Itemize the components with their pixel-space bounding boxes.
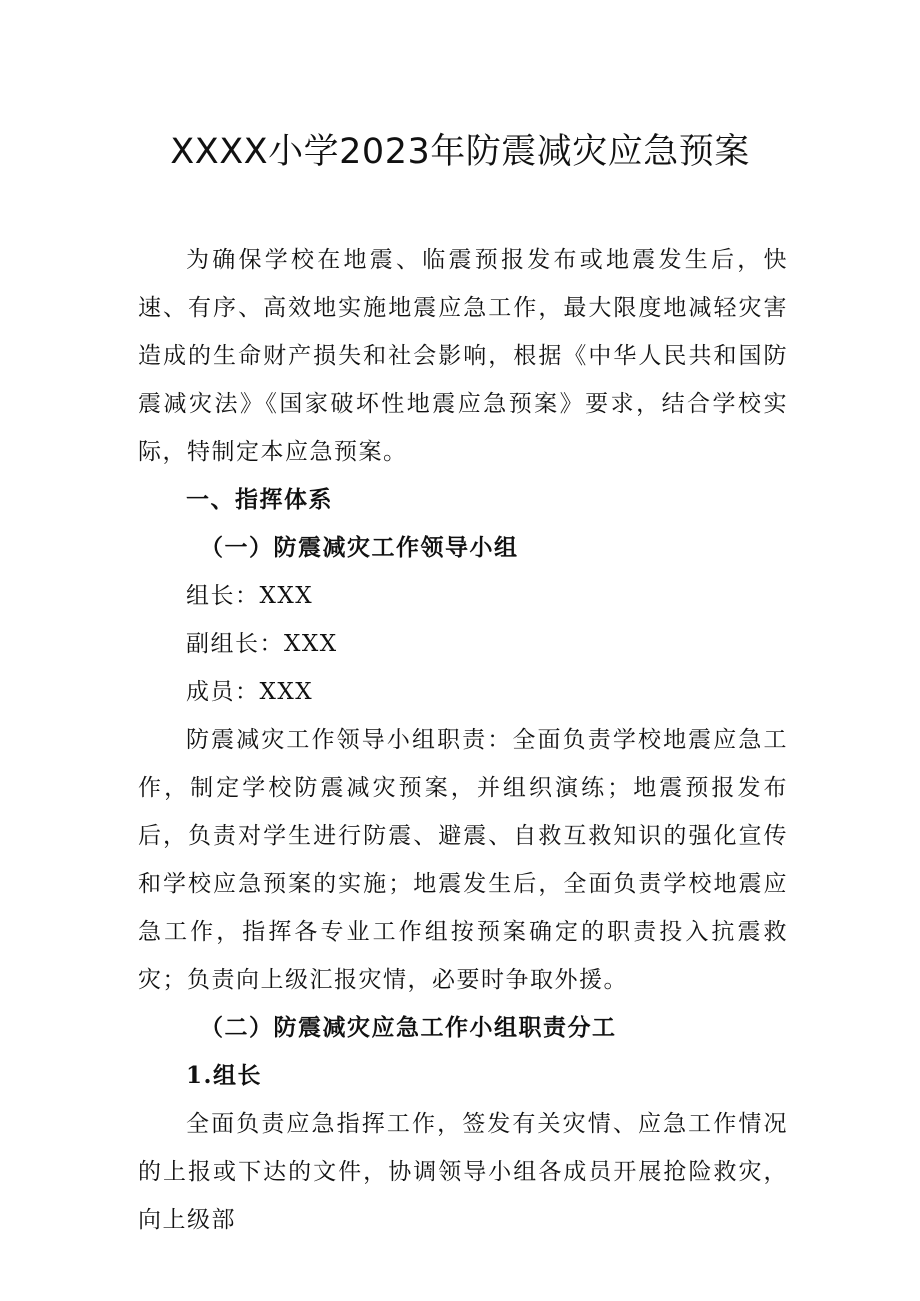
section-heading-command-system: 一、指挥体系: [186, 487, 333, 513]
leader-line: 组长：XXX: [186, 583, 314, 609]
item-heading-leader: 1.组长: [186, 1062, 263, 1089]
subsection-heading-leadership-group: （一）防震减灾工作领导小组: [200, 535, 519, 561]
leader-duties-paragraph: 全面负责应急指挥工作，签发有关灾情、应急工作情况的上报或下达的文件，协调领导小组各成员开展抢险救灾，向上级部: [138, 1111, 788, 1233]
deputy-leader-line: 副组长：XXX: [186, 631, 338, 657]
document-body: [138, 236, 788, 1244]
members-line: 成员：XXX: [186, 679, 314, 705]
intro-paragraph: 为确保学校在地震、临震预报发布或地震发生后，快速、有序、高效地实施地震应急工作，最大限度地减轻灾害造成的生命财产损失和社会影响，根据《中华人民共和国防震减灾法》《国家破坏性地震应急预案》要求，结合学校实际，特制定本应急预案。: [138, 247, 788, 465]
document-title: XXXX小学2023年防震减灾应急预案: [170, 132, 750, 172]
leadership-duties-paragraph: 防震减灾工作领导小组职责：全面负责学校地震应急工作，制定学校防震减灾预案，并组织演练；地震预报发布后，负责对学生进行防震、避震、自救互救知识的强化宣传和学校应急预案的实施；地震发生后，全面负责学校地震应急工作，指挥各专业工作组按预案确定的职责投入抗震救灾；负责向上级汇报灾情，必要时争取外援。: [138, 727, 788, 993]
subsection-heading-responsibilities: （二）防震减灾应急工作小组职责分工: [200, 1015, 617, 1041]
